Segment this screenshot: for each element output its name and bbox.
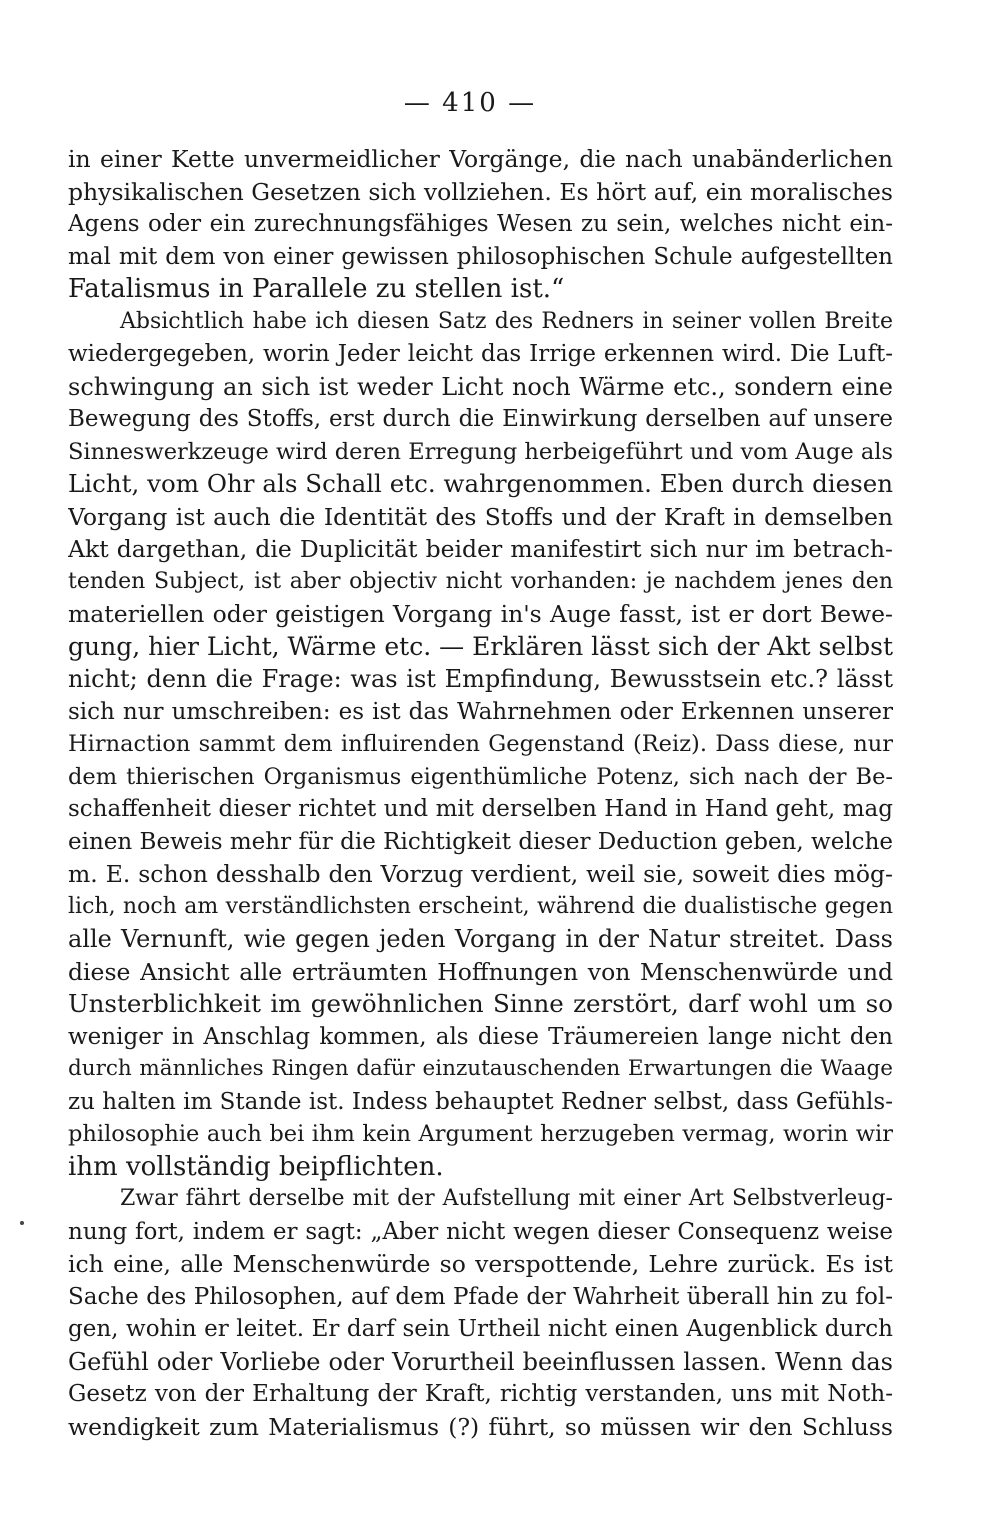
text-line: Hirnaction sammt dem influirenden Gegenstand (Reiz). Dass diese, nur (68, 731, 893, 757)
text-line: sich nur umschreiben: es ist das Wahrnehmen oder Erkennen unserer (68, 698, 893, 725)
text-line: physikalischen Gesetzen sich vollziehen. Es hört auf, ein moralisches (68, 177, 893, 206)
text-line: materiellen oder geistigen Vorgang in's Auge fasst, ist er dort Bewe- (68, 600, 893, 628)
text-line: Absichtlich habe ich diesen Satz des Redners in seiner vollen Breite (120, 308, 893, 334)
text-line: zu halten im Stande ist. Indess behauptet Redner selbst, dass Gefühls- (68, 1088, 893, 1115)
text-line: weniger in Anschlag kommen, als diese Träumereien lange nicht den (68, 1023, 893, 1050)
text-line: Sache des Philosophen, auf dem Pfade der Wahrheit überall hin zu fol- (68, 1283, 893, 1310)
text-line: Gesetz von der Erhaltung der Kraft, richtig verstanden, uns mit Noth- (68, 1381, 893, 1407)
text-line: Bewegung des Stoffs, erst durch die Einwirkung derselben auf unsere (68, 406, 893, 432)
text-line: mal mit dem von einer gewissen philosophischen Schule aufgestellten (68, 243, 893, 270)
text-line: dem thierischen Organismus eigenthümliche Potenz, sich nach der Be- (68, 763, 893, 790)
text-line: gen, wohin er leitet. Er darf sein Urtheil nicht einen Augenblick durch (68, 1316, 893, 1342)
text-line: alle Vernunft, wie gegen jeden Vorgang in der Natur streitet. Dass (68, 925, 893, 953)
text-line: ihm vollständig beipflichten. (68, 1151, 444, 1182)
text-line: Agens oder ein zurechnungsfähiges Wesen zu sein, welches nicht ein- (68, 211, 893, 237)
text-line: durch männliches Ringen dafür einzutauschenden Erwartungen die Waage (68, 1056, 893, 1081)
text-line: tenden Subject, ist aber objectiv nicht vorhanden: je nachdem jenes den (68, 568, 893, 594)
text-line: gung, hier Licht, Wärme etc. — Erklären lässt sich der Akt selbst (68, 631, 893, 661)
page-number: — 410 — (403, 88, 537, 118)
text-line: wendigkeit zum Materialismus (?) führt, so müssen wir den Schluss (68, 1412, 893, 1441)
text-line: nung fort, indem er sagt: „Aber nicht wegen dieser Consequenz weise (68, 1218, 893, 1245)
text-line: Fatalismus in Parallele zu stellen ist.“ (68, 274, 565, 304)
text-line: Unsterblichkeit im gewöhnlichen Sinne zerstört, darf wohl um so (68, 989, 893, 1018)
text-line: wiedergegeben, worin Jeder leicht das Irrige erkennen wird. Die Luft- (68, 341, 893, 367)
text-line: Vorgang ist auch die Identität des Stoffs und der Kraft in demselben (68, 502, 893, 531)
text-line: diese Ansicht alle erträumten Hoffnungen von Menschenwürde und (68, 957, 893, 986)
text-line: lich, noch am verständlichsten erscheint, während die dualistische gegen (68, 893, 893, 919)
body-text (68, 143, 893, 1443)
text-line: Sinneswerkzeuge wird deren Erregung herbeigeführt und vom Auge als (68, 438, 893, 465)
text-line: Licht, vom Ohr als Schall etc. wahrgenommen. Eben durch diesen (68, 469, 893, 498)
text-line: ich eine, alle Menschenwürde so verspottende, Lehre zurück. Es ist (68, 1250, 893, 1278)
text-line: einen Beweis mehr für die Richtigkeit dieser Deduction geben, welche (68, 828, 893, 855)
text-line: nicht; denn die Frage: was ist Empfindung, Bewusstsein etc.? lässt (68, 665, 893, 693)
text-line: Zwar fährt derselbe mit der Aufstellung mit einer Art Selbstverleug- (120, 1186, 893, 1211)
text-line: Akt dargethan, die Duplicität beider manifestirt sich nur im betrach- (68, 535, 893, 563)
text-line: Gefühl oder Vorliebe oder Vorurtheil beeinflussen lassen. Wenn das (68, 1347, 893, 1376)
text-line: m. E. schon desshalb den Vorzug verdient, weil sie, soweit dies mög- (68, 860, 893, 888)
text-line: schwingung an sich ist weder Licht noch Wärme etc., sondern eine (68, 372, 893, 401)
margin-speck (20, 1221, 24, 1225)
text-line: in einer Kette unvermeidlicher Vorgänge, die nach unabänderlichen (68, 145, 893, 173)
text-line: schaffenheit dieser richtet und mit derselben Hand in Hand geht, mag (68, 796, 893, 822)
text-line: philosophie auch bei ihm kein Argument herzugeben vermag, worin wir (68, 1121, 893, 1147)
